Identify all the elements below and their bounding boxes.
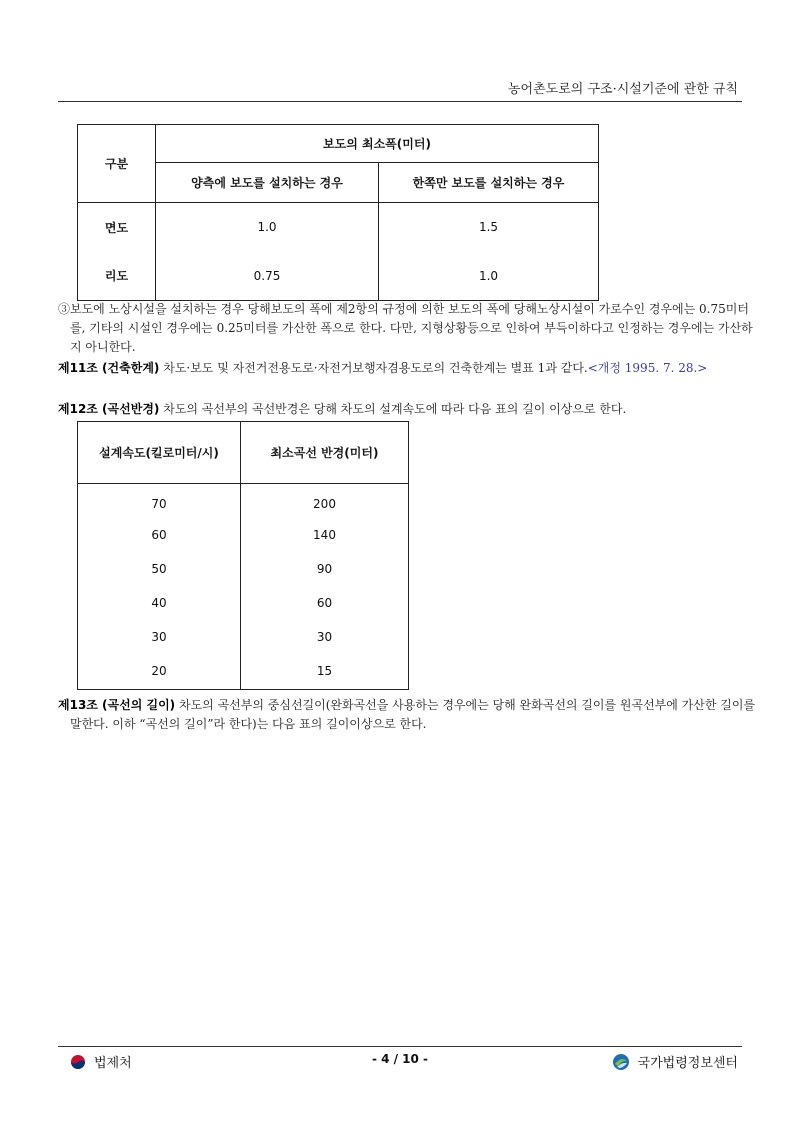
paragraph-3 bbox=[58, 300, 760, 357]
table-header-category: 구분 bbox=[78, 125, 156, 203]
table-row bbox=[78, 586, 409, 620]
footer-center-label: 국가법령정보센터 bbox=[637, 1056, 738, 1071]
header-divider bbox=[58, 101, 742, 102]
table-row bbox=[78, 484, 409, 518]
article-11 bbox=[58, 359, 760, 378]
table-cell: 90 bbox=[241, 552, 409, 586]
table-header-speed: 설계속도(킬로미터/시) bbox=[78, 422, 241, 484]
article-text: 차도·보도 및 자전거전용도로·자전거보행자겸용도로의 건축한계는 별표 1과 같다. bbox=[159, 361, 588, 375]
table-cell: 70 bbox=[78, 484, 241, 518]
table-row bbox=[78, 518, 409, 552]
table-header-radius: 최소곡선 반경(미터) bbox=[241, 422, 409, 484]
footer-publisher-name: 법제처 bbox=[94, 1056, 132, 1071]
table-cell: 60 bbox=[78, 518, 241, 552]
table-cell: 1.0 bbox=[156, 203, 379, 252]
footer-center-name bbox=[612, 1052, 738, 1075]
table-cell: 0.75 bbox=[156, 252, 379, 301]
table-cell: 15 bbox=[241, 654, 409, 690]
article-heading: 제12조 (곡선반경) bbox=[58, 402, 160, 416]
paragraph-text: ③보도에 노상시설을 설치하는 경우 당해보도의 폭에 제2항의 규정에 의한 보도의 폭에 당해노상시설이 가로수인 경우에는 0.75미터를, 기타의 시설인 경우에는 0.25미터를 가산한 폭으로 한다. 다만, 지형상황등으로 인하여 부득이하다고 인정하는 경우에는 가산하지 아니한다. bbox=[58, 302, 753, 354]
row-label: 리도 bbox=[78, 252, 156, 301]
law-center-logo-icon bbox=[612, 1053, 630, 1075]
table-subheader-one: 한쪽만 보도를 설치하는 경우 bbox=[379, 163, 599, 203]
table-cell: 20 bbox=[78, 654, 241, 690]
table-cell: 1.5 bbox=[379, 203, 599, 252]
table-row bbox=[78, 203, 599, 252]
article-text: 차도의 곡선부의 곡선반경은 당해 차도의 설계속도에 따라 다음 표의 길이 이상으로 한다. bbox=[159, 402, 627, 416]
document-title: 농어촌도로의 구조·시설기준에 관한 규칙 bbox=[507, 82, 738, 97]
table-cell: 1.0 bbox=[379, 252, 599, 301]
amendment-note[interactable]: <개정 1995. 7. 28.> bbox=[587, 361, 708, 375]
table-cell: 60 bbox=[241, 586, 409, 620]
table-subheader-both: 양측에 보도를 설치하는 경우 bbox=[156, 163, 379, 203]
footer-divider bbox=[58, 1046, 742, 1047]
table-row bbox=[78, 620, 409, 654]
article-text: 차도의 곡선부의 중심선길이(완화곡선을 사용하는 경우에는 당해 완화곡선의 길이를 원곡선부에 가산한 길이를 말한다. 이하 “곡선의 길이”라 한다)는 다음 표의 길이이상으로 한다. bbox=[70, 698, 756, 731]
table-cell: 40 bbox=[78, 586, 241, 620]
page-number: - 4 / 10 - bbox=[371, 1052, 429, 1066]
table-row bbox=[78, 252, 599, 301]
curve-radius-table bbox=[77, 421, 409, 690]
article-heading: 제13조 (곡선의 길이) bbox=[58, 698, 176, 712]
table-cell: 50 bbox=[78, 552, 241, 586]
table-cell: 140 bbox=[241, 518, 409, 552]
table-cell: 200 bbox=[241, 484, 409, 518]
table-cell: 30 bbox=[78, 620, 241, 654]
table-row bbox=[78, 654, 409, 690]
article-heading: 제11조 (건축한계) bbox=[58, 361, 160, 375]
table-cell: 30 bbox=[241, 620, 409, 654]
table-header-group: 보도의 최소폭(미터) bbox=[156, 125, 599, 163]
row-label: 면도 bbox=[78, 203, 156, 252]
sidewalk-width-table bbox=[77, 124, 599, 301]
table-row bbox=[78, 552, 409, 586]
article-13 bbox=[58, 696, 760, 734]
article-12 bbox=[58, 400, 760, 419]
